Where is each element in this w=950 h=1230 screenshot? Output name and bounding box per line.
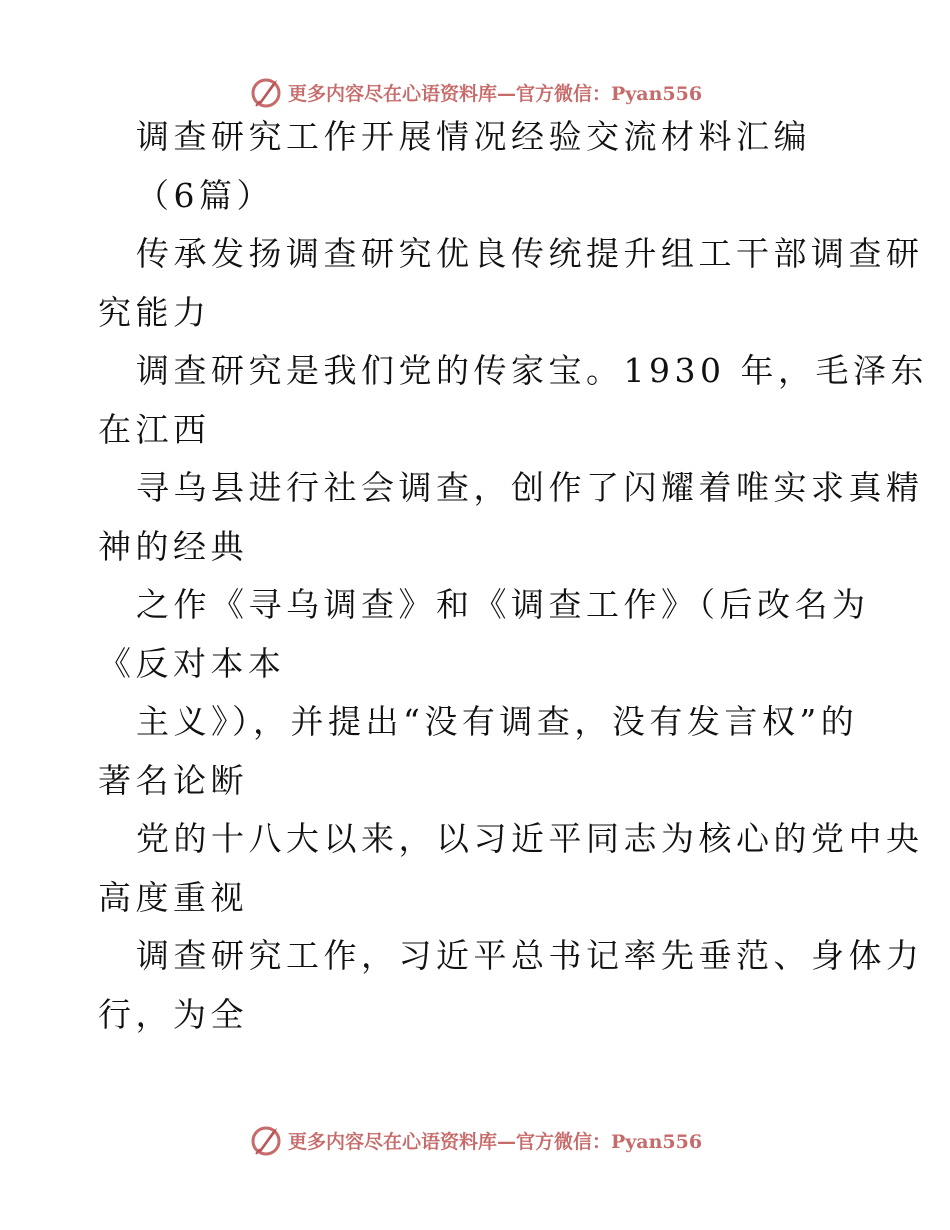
paragraph-line: 在江西	[98, 409, 211, 449]
document-subtitle: （6篇）	[136, 175, 274, 215]
paragraph-line: 之作《寻乌调查》和《调查工作》（后改名为	[136, 585, 870, 624]
paragraph-line: 主义》），并提出“没有调查，没有发言权”的	[136, 702, 859, 741]
banner-text: 更多内容尽在心语资料库—官方微信：Pyan556	[287, 82, 703, 105]
paragraph-line: 党的十八大以来，以习近平同志为核心的党中央	[136, 819, 924, 858]
document-title: 调查研究工作开展情况经验交流材料汇编	[136, 117, 811, 156]
footer-watermark-banner	[0, 1118, 950, 1162]
document-body	[98, 117, 928, 1056]
paragraph-line: 著名论断	[98, 760, 248, 800]
paragraph-line: 行，为全	[98, 994, 248, 1034]
header-watermark-banner	[0, 70, 950, 114]
paragraph-line: 寻乌县进行社会调查，创作了闪耀着唯实求真精	[136, 468, 924, 507]
section-heading-line: 传承发扬调查研究优良传统提升组工干部调查研	[136, 234, 924, 273]
section-heading-line: 究能力	[98, 292, 211, 332]
quill-pen-circle-icon	[248, 74, 284, 110]
paragraph-line: 高度重视	[98, 877, 248, 917]
paragraph-line: 调查研究是我们党的传家宝。1930 年，毛泽东	[136, 351, 928, 390]
paragraph-line: 神的经典	[98, 526, 248, 566]
banner-text: 更多内容尽在心语资料库—官方微信：Pyan556	[287, 1130, 703, 1153]
paragraph-line: 《反对本本	[98, 643, 286, 683]
quill-pen-circle-icon	[248, 1122, 284, 1158]
paragraph-line: 调查研究工作，习近平总书记率先垂范、身体力	[136, 936, 924, 975]
